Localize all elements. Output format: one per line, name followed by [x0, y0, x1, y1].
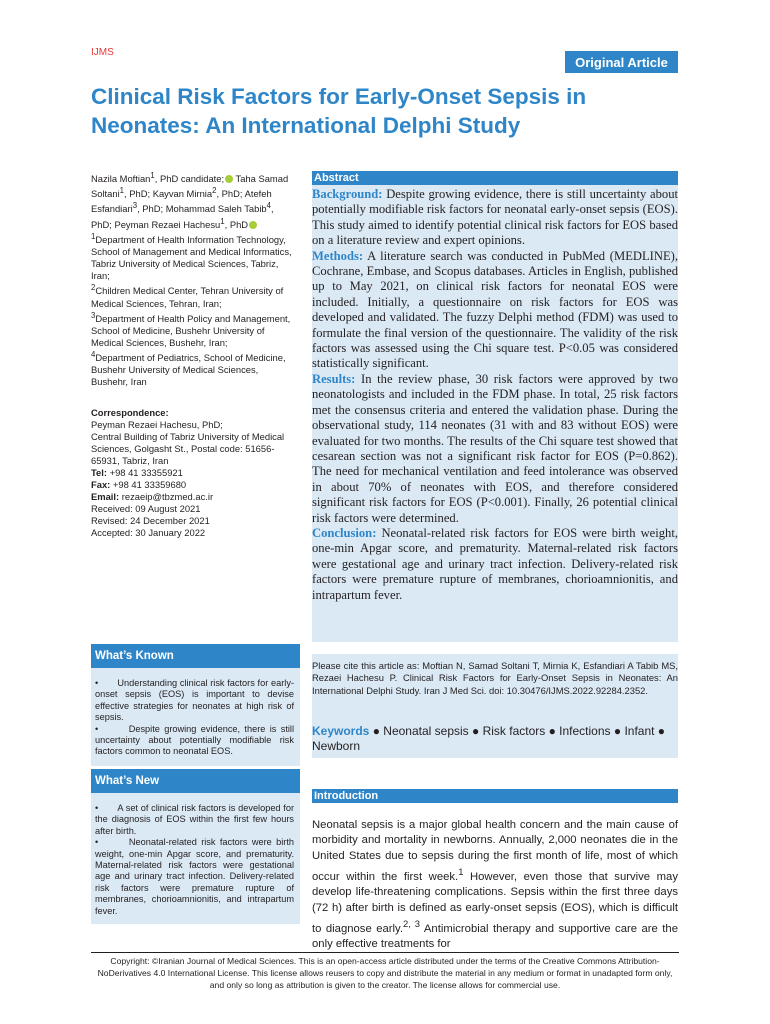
whats-known-heading: What’s Known — [91, 644, 300, 668]
author-degree: , PhD; — [137, 203, 166, 215]
affiliation-item — [91, 310, 296, 349]
affiliation-number: 2 — [91, 283, 96, 293]
author-degree: , PhD; — [91, 203, 274, 230]
author-affiliation-sup: 3 — [132, 201, 138, 211]
footer-divider — [91, 952, 679, 953]
affiliation-text: Department of Health Policy and Management, School of Medicine, Bushehr University of Medical Sciences, Bushehr, Iran; — [91, 312, 291, 348]
revised-date: Revised: 24 December 2021 — [91, 515, 210, 527]
abstract-body — [312, 187, 678, 603]
list-item: • Understanding clinical risk factors for early-onset sepsis (EOS) is important to devise effective strategies for neonates at high risk of sepsis. — [95, 678, 294, 723]
whats-new-heading: What’s New — [91, 769, 300, 793]
author-degree: , PhD candidate; — [154, 173, 225, 185]
reference-sup[interactable]: 1 — [458, 866, 464, 878]
author-affiliation-sup: 1 — [220, 216, 225, 226]
correspondence — [91, 407, 296, 540]
author-list — [91, 170, 296, 231]
introduction-heading: Introduction — [312, 789, 678, 803]
affiliations — [91, 231, 296, 389]
article-title: Clinical Risk Factors for Early-Onset Sepsis in Neonates: An International Delphi Study — [91, 84, 587, 138]
introduction-text: Neonatal sepsis is a major global health concern and the main cause of morbidity and mortality in newborns. Annually, 2,000 neonates die in the United States due to sepsis during the first month of life, most of which occur within the first week.$^1$ However, even those that survive may develop life-threatening complications. Sepsis within the first three days (72 h) after birth is defined as early-onset sepsis (EOS), which is difficult to diagnose early.$^{2, 3}$ Antimicrobial therapy and supportive care are the only effective treatments for — [312, 819, 678, 951]
correspondence-tel: Tel: +98 41 33355921 — [91, 466, 183, 478]
correspondence-fax: Fax: +98 41 33359680 — [91, 479, 187, 491]
author-name: Nazila Moftian — [91, 173, 151, 185]
whats-known-list — [95, 678, 294, 758]
affiliation-item — [91, 282, 296, 309]
affiliation-number: 4 — [91, 350, 96, 360]
article-type-badge: Original Article — [565, 51, 678, 73]
orcid-icon[interactable] — [225, 175, 233, 183]
list-item: • Neonatal-related risk factors were birth weight, one-min Apgar score, and prematurity. Maternal-related risk factors were gestational age and urinary tract infection. Delivery-related risk factors were premature rupture of membranes, chorioamnionitis, and intrapartum fever. — [95, 837, 294, 916]
affiliation-text: Department of Pediatrics, School of Medicine, Bushehr University of Medical Sciences, Bushehr, Iran — [91, 352, 286, 388]
abstract-conclusion: Conclusion: Neonatal-related risk factors for EOS were birth weight, one-min Apgar score, and prematurity. Maternal-related risk factors were gestational age and urinary tract infection. Delivery-related risk factors were premature rupture of membranes, chorioamnionitis, and intrapartum fever. — [312, 525, 678, 602]
abstract-methods: Methods: A literature search was conducted in PubMed (MEDLINE), Cochrane, Embase, and Scopus databases. Articles in English, published up to May 2021, on clinical risk factors for neonatal EOS were included. Initially, a questionnaire on risk factors for EOS was developed and validated. The fuzzy Delphi method (FDM) was used to formulate the final version of the questionnaire. The validity of the risk factors was assessed using the Chi square test. P<0.05 was considered statistically significant. — [312, 248, 678, 371]
list-item: • A set of clinical risk factors is developed for the diagnosis of EOS within the first few hours after birth. — [95, 803, 294, 836]
affiliation-text: Department of Health Information Technology, School of Management and Medical Informatics, Tabriz University of Medical Sciences, Tabriz, Iran; — [91, 234, 292, 282]
abstract-heading: Abstract — [312, 171, 678, 185]
abstract-background: Background: Despite growing evidence, there is still uncertainty about potentially modifiable risk factors for neonatal early-onset sepsis (EOS). This study aimed to identify potential clinical risk factors for EOS based on a literature review and expert opinions. — [312, 187, 678, 248]
affiliation-number: 3 — [91, 310, 96, 320]
author-affiliation-sup: 1 — [119, 186, 125, 196]
copyright-footer: Copyright: ©Iranian Journal of Medical Sciences. This is an open-access article distributed under the terms of the Creative Commons Attribution-NoDerivatives 4.0 International License. This license allows reusers to copy and distribute the material in any medium or format in unadapted form only, and only so long as attribution is given to the creator. The license allows for commercial use. — [97, 956, 673, 991]
author-name: Kayvan Mirnia — [152, 188, 213, 200]
author-name: Taha Samad Soltani — [91, 173, 289, 200]
affiliation-item — [91, 231, 296, 283]
author-name: Peyman Rezaei Hachesu — [114, 218, 221, 230]
correspondence-label: Correspondence: — [91, 406, 169, 418]
keywords — [312, 724, 678, 754]
keywords-list: ● Neonatal sepsis ● Risk factors ● Infections ● Infant ● Newborn — [312, 724, 666, 753]
whats-new-box — [91, 769, 300, 924]
author-name: Atefeh Esfandiari — [91, 188, 272, 215]
abstract-box — [312, 171, 678, 642]
whats-new-list — [95, 803, 294, 917]
author-degree: , PhD — [224, 218, 249, 230]
accepted-date: Accepted: 30 January 2022 — [91, 527, 206, 539]
affiliation-text: Children Medical Center, Tehran University of Medical Sciences, Tehran, Iran; — [91, 285, 284, 309]
orcid-icon[interactable] — [249, 221, 257, 229]
whats-known-box — [91, 644, 300, 766]
affiliation-item — [91, 349, 296, 388]
left-column — [91, 170, 296, 540]
author-affiliation-sup: 2 — [212, 186, 217, 196]
author-degree: , PhD; — [216, 188, 245, 200]
journal-name: IJMS — [91, 47, 114, 58]
correspondence-address: Central Building of Tabriz University of Medical Sciences, Golgasht St., Postal code: 51656-65931, Tabriz, Iran — [91, 430, 285, 466]
list-item: • Despite growing evidence, there is still uncertainty about potentially modifiable risk factors common to neonatal EOS. — [95, 723, 294, 757]
keywords-label: Keywords — [312, 724, 370, 738]
reference-sup[interactable]: 2, 3 — [403, 918, 421, 930]
correspondence-name: Peyman Rezaei Hachesu, PhD; — [91, 418, 223, 430]
correspondence-email[interactable]: Email: rezaeip@tbzmed.ac.ir — [91, 491, 214, 503]
received-date: Received: 09 August 2021 — [91, 503, 201, 515]
author-name: Mohammad Saleh Tabib — [165, 203, 267, 215]
abstract-results: Results: In the review phase, 30 risk factors were approved by two neonatologists and included in the FDM phase. In total, 25 risk factors met the consensus criteria and entered the validation phase. During the observational study, 114 neonates (31 with and 83 without EOS) were evaluated for two months. The results of the Chi square test showed that cesarean section was not a significant risk factor for EOS (P=0.862). The need for mechanical ventilation and feed intolerance was observed in about 70% of neonates with EOS, and therefore considered significant risk factors for EOS (P<0.001). Finally, 26 potential clinical risk factors were determined. — [312, 371, 678, 525]
affiliation-number: 1 — [91, 231, 96, 241]
author-affiliation-sup: 4 — [266, 201, 272, 211]
citation-text: Please cite this article as: Moftian N, Samad Soltani T, Mirnia K, Esfandiari A Tabib MS, Rezaei Hachesu P. Clinical Risk Factors for Early-Onset Sepsis in Neonates: An International Delphi Study. Iran J Med Sci. doi: 10.30476/IJMS.2022.92284.2352. — [312, 660, 678, 696]
author-degree: , PhD; — [124, 188, 153, 200]
citation-box — [312, 654, 678, 758]
author-affiliation-sup: 1 — [150, 171, 155, 180]
